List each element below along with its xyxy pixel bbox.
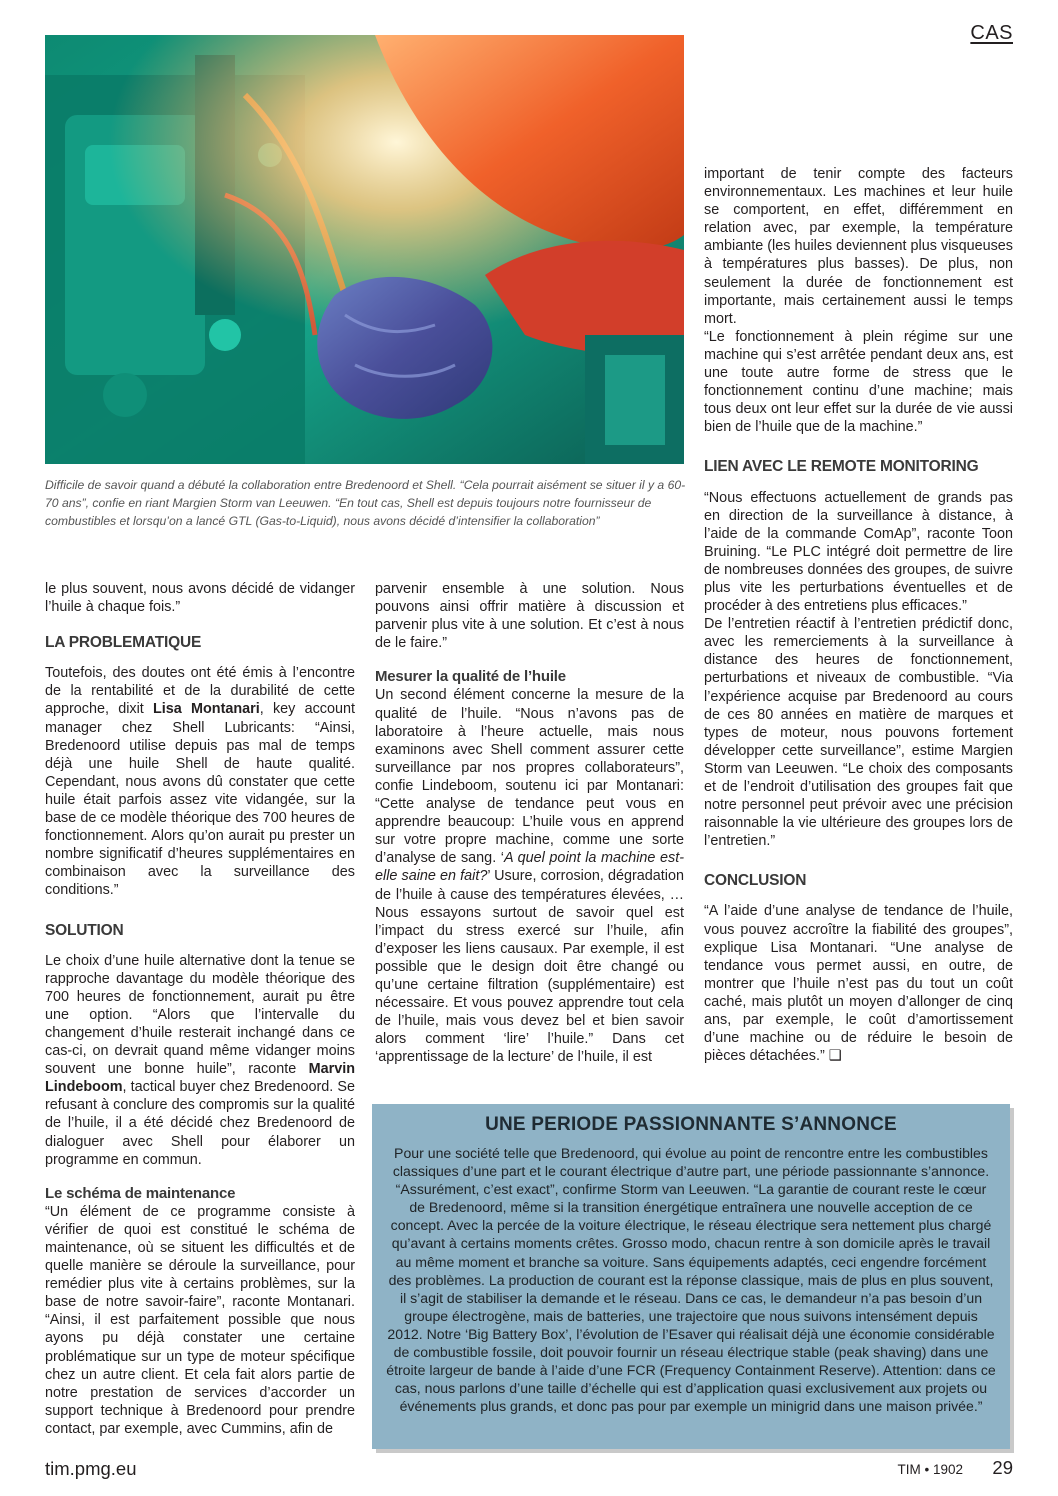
paragraph: Le choix d’une huile alternative dont la tenue se rapproche davantage du modèle théorique des 700 heures de fonctionnement, aurait pu être une option. “Alors que l’intervalle du changement d’huile resterait inchangé dans ce cas-ci, on devrait quand même vidanger moins souvent une bonne huile”, raconte Marvin Lindeboom, tactical buyer chez Bredenoord. Se refusant à conclure des compromis sur la qualité de l’huile, il a été décidé chez Bredenoord de dialoguer avec Shell pour élaborer un programme en commun.	[45, 952, 355, 1168]
paragraph: Un second élément concerne la mesure de la qualité de l’huile. “Nous n’avons pas de laboratoire à l’heure actuelle, mais nous examinons avec Shell comment assurer cette surveillance par nos propres collaborateurs”, confie Lindeboom, soutenu ici par Montanari: “Cette analyse de tendance peut vous en apprendre beaucoup: L’huile vous en apprend sur votre propre machine, comme une sorte d’analyse de sang. ‘A quel point la machine est-elle saine en fait?’ Usure, corrosion, dégradation de l’huile à cause des températures élevées, … Nous essayons surtout de savoir quel est l’impact du stress exercé sur l’huile, afin d’exposer les liens causaux. Par exemple, il est possible que le design doit être changé ou qu’une certaine filtration (supplémentaire) est nécessaire. Et vous pouvez apprendre tout cela de l’huile, mais vous devez bel et bien savoir alors comment ‘lire’ l’huile.” Dans cet ‘apprentissage de la lecture’ de l’huile, il est	[375, 687, 684, 1066]
paragraph: “Nous effectuons actuellement de grands pas en direction de la surveillance à distance, à l’aide de la commande ComAp”, raconte Toon Bruining. “Le PLC intégré doit permettre de lire de nombreuses données des groupes, de suivre plus vite les perturbations éventuelles et de procéder à des entretiens plus efficaces.”	[704, 489, 1013, 615]
paragraph: parvenir ensemble à une solution. Nous pouvons ainsi offrir matière à discussion et parvenir plus vite à une solution. Et c’est à nous de le faire.”	[375, 581, 684, 652]
section-heading-remote-monitoring: LIEN AVEC LE REMOTE MONITORING	[704, 458, 979, 476]
person-name: Marvin Lindeboom	[45, 1061, 355, 1096]
paragraph: “Le fonctionnement à plein régime sur une machine qui s’est arrêtée pendant deux ans, est une toute autre forme de stress que le fonctionnement continu d’une machine; mais tous deux ont leur effet sur la durée de vie aussi bien de l’huile que de la machine.”	[704, 328, 1013, 436]
paragraph: “A l’aide d’une analyse de tendance de l’huile, vous pouvez accroître la fiabilité des groupes”, explique Lisa Montanari. “Une analyse de tendance vous permet aussi, en outre, de montrer que l’huile n’est pas du tout un coût caché, mais plutôt un moyen d’allonger de cinq ans, par exemple, le coût d’amortissement d’une machine ou de réduire le besoin de pièces détachées.” ❑	[704, 903, 1013, 1065]
paragraph: important de tenir compte des facteurs environnementaux. Les machines et leur huile se comportent, en effet, différemment en relation avec, par exemple, la température ambiante (les huiles deviennent plus visqueuses à températures plus basses). De plus, non seulement la durée de fonctionnement est importante, mais certainement aussi le temps mort.	[704, 166, 1013, 327]
sidebar-title: UNE PERIODE PASSIONNANTE S’ANNONCE	[485, 1114, 897, 1135]
footer-issue: TIM • 1902	[897, 1462, 963, 1477]
sidebar-box	[372, 1104, 1010, 1449]
section-heading-problematique: LA PROBLEMATIQUE	[45, 634, 202, 652]
section-heading-solution: SOLUTION	[45, 921, 124, 939]
paragraph: Toutefois, des doutes ont été émis à l’encontre de la rentabilité et de la durabilité de cette approche, dixit Lisa Montanari, key account manager chez Shell Lubricants: “Ainsi, Bredenoord utilise depuis pas mal de temps déjà une huile Shell de haute qualité. Cependant, nous avons dû constater que cette huile était parfois assez vite vidangée, sur la base de ce modèle théorique des 700 heures de fonctionnement. Alors qu’on aurait pu prester un nombre significatif d’heures supplémentaires en combinaison avec la surveillance des conditions.”	[45, 665, 355, 899]
paragraph: le plus souvent, nous avons décidé de vidanger l’huile à chaque fois.”	[45, 581, 355, 616]
page-number: 29	[992, 1457, 1013, 1478]
article-column-1	[45, 580, 355, 1438]
end-of-article-mark: ❑	[828, 1048, 842, 1065]
article-column-2	[375, 580, 684, 1066]
footer-website-link[interactable]: tim.pmg.eu	[45, 1458, 137, 1479]
subheading-mesurer-qualite: Mesurer la qualité de l’huile	[375, 668, 566, 686]
section-heading-conclusion: CONCLUSION	[704, 872, 807, 890]
photo-illustration	[45, 35, 684, 464]
person-name: Lisa Montanari	[153, 701, 260, 718]
photo-caption: Difficile de savoir quand a débuté la collaboration entre Bredenoord et Shell. “Cela pourrait aisément se situer il y a 60-70 ans”, confie en riant Margien Storm van Leeuwen. “En tout cas, Shell est depuis toujours notre fournisseur de combustibles et lorsqu’on a lancé GTL (Gas-to-Liquid), nous avons décidé d’intensifier la collaboration”	[45, 478, 686, 528]
section-tag: CAS	[970, 22, 1013, 44]
sidebar-text: Pour une société telle que Bredenoord, qui évolue au point de rencontre entre les combustibles classiques d’une part et le courant électrique d’autre part, une période passionnante s’annonce. “Assurément, c’est exact”, confirme Storm van Leeuwen. “La garantie de courant reste le cœur de Bredenoord, même si la transition énergétique entraînera une nouvelle acception de ce concept. Avec la percée de la voiture électrique, le réseau électrique sera nettement plus chargé qu’avant à certains moments crêtes. Grosso modo, chacun rentre à son domicile après le travail au même moment et branche sa voiture. Sans équipements adaptés, ceci engendre forcément des problèmes. La production de courant est la réponse classique, mais de plus en plus souvent, il s’agit de stabiliser la demande et le réseau. Dans ce cas, le demandeur n’a pas besoin d’un groupe électrogène, mais de batteries, une trajectoire que nous suivons intensément depuis 2012. Notre ‘Big Battery Box’, l’évolution de l’Esaver qui réalisait déjà une économie considérable de combustible fossile, doit pouvoir fournir un réseau électrique stable (peak shaving) dans une étroite largeur de bande à l’aide d’une FCR (Frequency Containment Reserve). Attention: dans ce cas, nous parlons d’une taille d’échelle qui est d’application quasi exclusivement aux projets ou événements plus grands, et donc pas pour par exemple un minigrid dans une maison privée.”	[386, 1145, 996, 1415]
paragraph: De l’entretien réactif à l’entretien prédictif donc, avec les remerciements à la surveillance à distance des heures de fonctionnement, perturbations et niveaux de combustible. “Via l’expérience acquise par Bredenoord au cours de ces 80 années en matière de marques et types de moteur, nous pouvons fortement développer cette surveillance”, estime Margien Storm van Leeuwen. “Le choix des composants et de l’endroit d’utilisation des groupes fait que notre personnel peut prévoir avec une précision raisonnable la vie ultérieure des groupes lors de l’entretien.”	[704, 616, 1013, 850]
article-column-3	[704, 165, 1013, 1065]
paragraph: “Un élément de ce programme consiste à vérifier de quoi est constitué le schéma de maintenance, où se situent les difficultés et de quelle manière se déroule la surveillance, pour remédier plus vite à certains problèmes, sur la base de notre savoir-faire”, raconte Montanari. “Ainsi, il est parfaitement possible que nous ayons pu déjà constater une certaine problématique sur un type de moteur spécifique chez un autre client. Et cela fait alors partie de notre prestation de services d’accorder un support technique à Bredenoord pour prendre contact, par exemple, avec Cummins, afin de	[45, 1203, 355, 1437]
italic-quote: A quel point la machine est-elle saine en fait?	[375, 850, 684, 885]
subheading-schema-maintenance: Le schéma de maintenance	[45, 1184, 236, 1202]
article-photo	[45, 35, 684, 464]
